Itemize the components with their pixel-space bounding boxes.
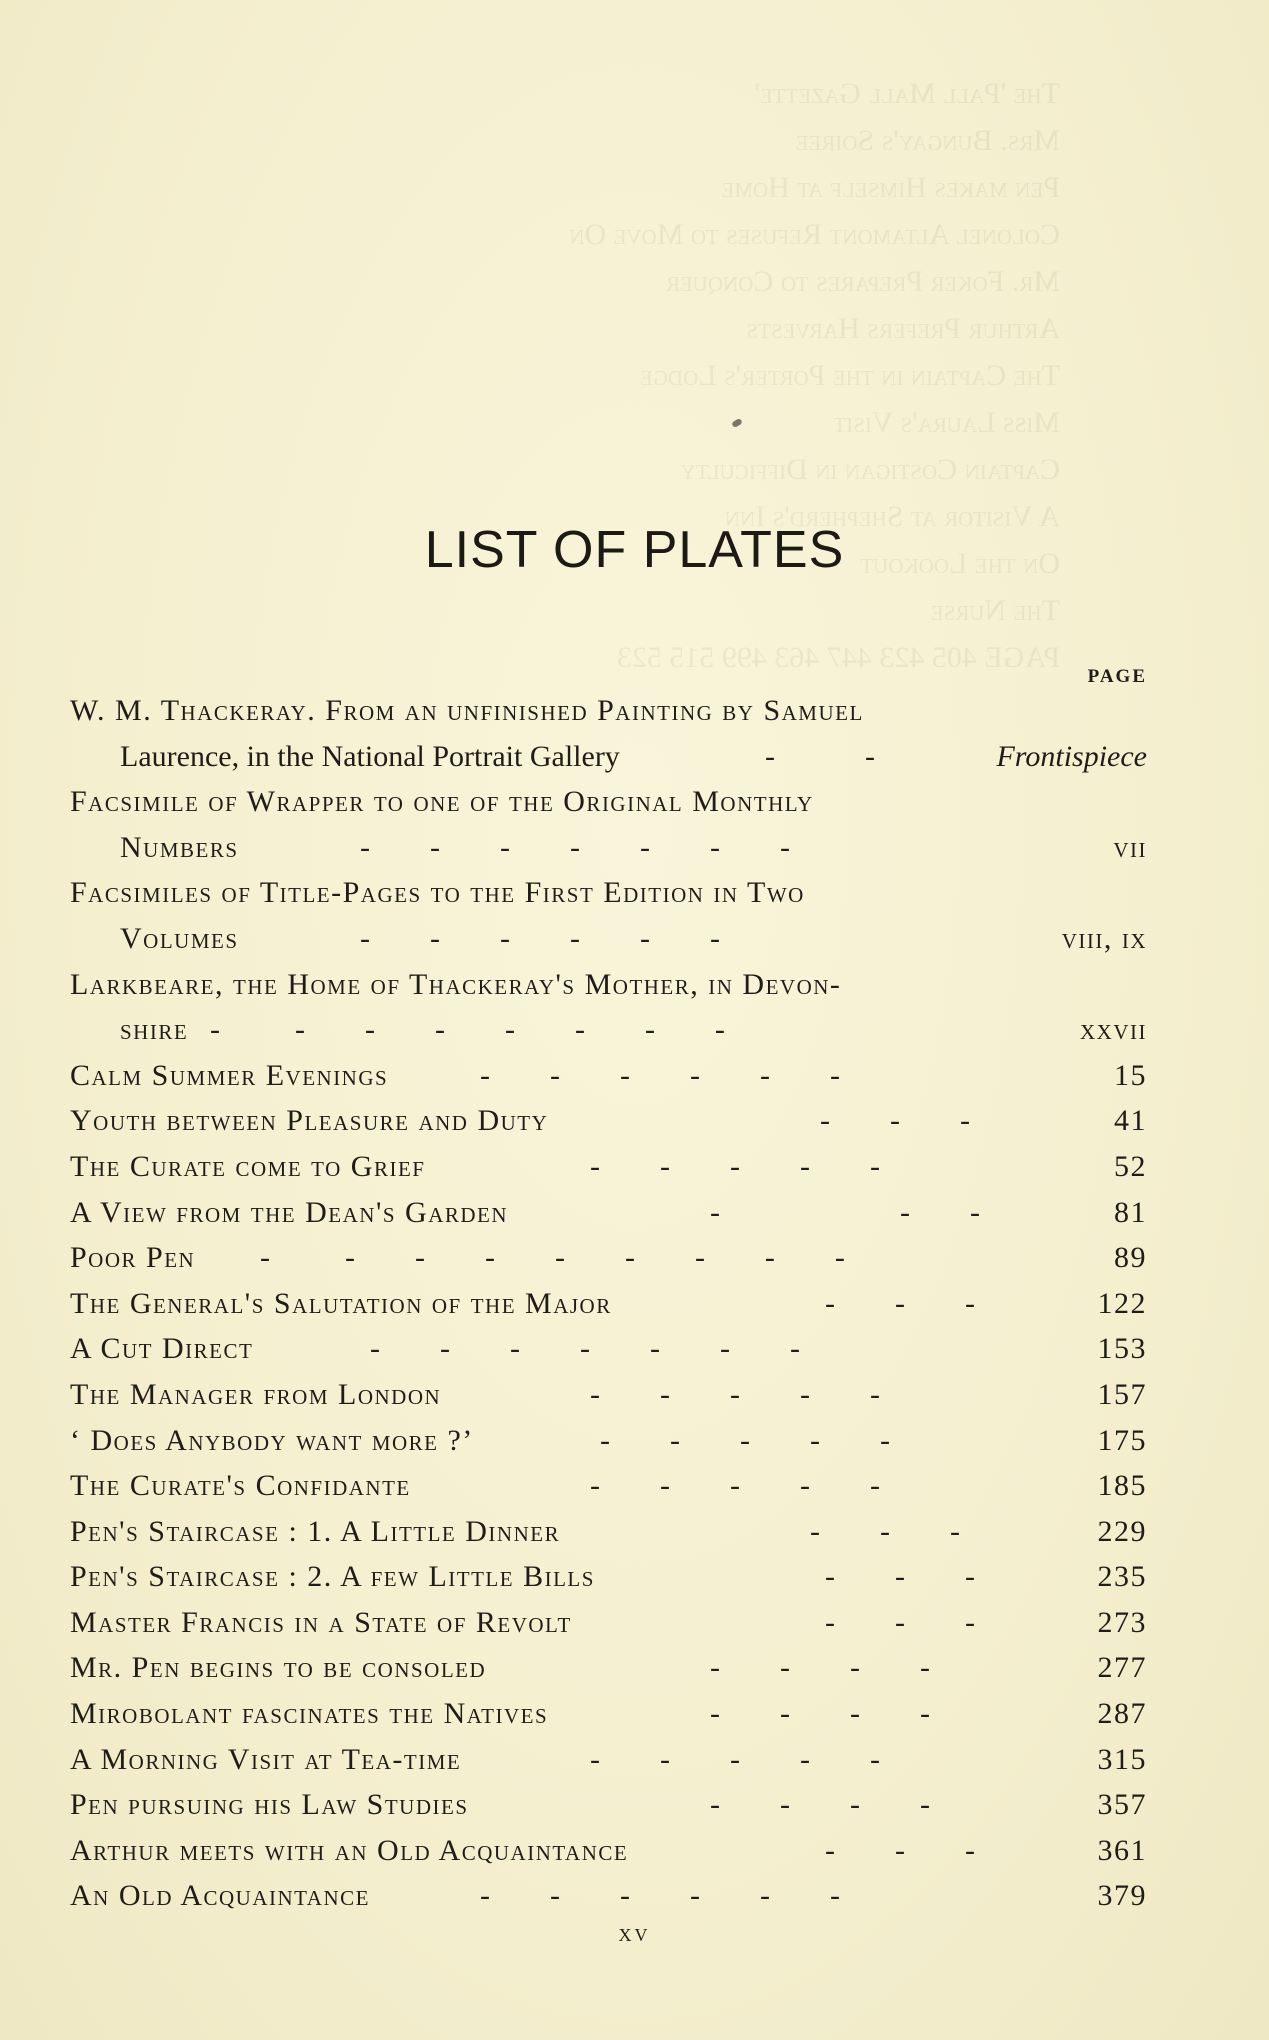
dot-leader: - - - - - — [600, 1423, 890, 1457]
plate-page: 235 — [1097, 1560, 1147, 1594]
plate-page: 315 — [1097, 1742, 1147, 1776]
plates-list — [70, 688, 1147, 1919]
plate-title: Mirobolant fascinates the Natives — [70, 1697, 549, 1731]
plate-title: The Manager from London — [70, 1377, 442, 1411]
plate-title: A View from the Dean's Garden — [70, 1195, 509, 1229]
page-column-label: PAGE — [1087, 666, 1147, 687]
plate-title: ‘ Does Anybody want more ?’ — [70, 1423, 474, 1457]
plate-entry-line — [70, 1782, 1147, 1828]
plate-page: 361 — [1097, 1833, 1147, 1867]
plate-entry-line — [70, 1372, 1147, 1418]
plate-page: 41 — [1114, 1104, 1147, 1138]
plate-page: 153 — [1097, 1332, 1147, 1366]
dot-leader: - - - — [825, 1605, 975, 1639]
plate-entry-line — [70, 1326, 1147, 1372]
plate-title: Master Francis in a State of Revolt — [70, 1605, 572, 1639]
plate-page: 81 — [1114, 1195, 1147, 1229]
plate-title-continued: shire — [120, 1013, 189, 1047]
plate-entry-line — [70, 688, 1147, 734]
dot-leader: - - - - - — [590, 1742, 880, 1776]
plate-title: A Cut Direct — [70, 1332, 254, 1366]
plate-entry-line — [70, 1828, 1147, 1874]
plate-entry-line — [70, 1509, 1147, 1555]
plate-page: xxvii — [1080, 1013, 1147, 1047]
dot-leader: - - - - - - - — [360, 830, 790, 864]
plate-title: Calm Summer Evenings — [70, 1058, 389, 1092]
plate-page: 277 — [1097, 1651, 1147, 1685]
plate-entry-line — [70, 779, 1147, 825]
dot-leader: - - - - - - — [480, 1879, 840, 1913]
plate-title: The General's Salutation of the Major — [70, 1286, 612, 1320]
dot-leader: - - - - - — [590, 1149, 880, 1183]
dot-leader: - - - — [825, 1286, 975, 1320]
plate-entry-line — [70, 1737, 1147, 1783]
plate-entry-line — [70, 1098, 1147, 1144]
plate-page: 357 — [1097, 1788, 1147, 1822]
dot-leader: - - - - - - - — [370, 1332, 800, 1366]
dot-leader: - - - - - - - - — [210, 1013, 725, 1047]
plate-entry-line — [70, 870, 1147, 916]
plate-page: viii, ix — [1061, 921, 1147, 955]
plate-title-continued: Laurence, in the National Portrait Gallery — [120, 739, 620, 773]
dot-leader: - - - - - - — [480, 1058, 840, 1092]
plate-entry-line — [70, 1600, 1147, 1646]
plate-title: Poor Pen — [70, 1241, 196, 1275]
dot-leader: - - - — [710, 1195, 980, 1229]
plate-entry-line — [70, 1053, 1147, 1099]
plate-title-continued: Volumes — [120, 921, 239, 955]
plate-entry-line — [70, 1691, 1147, 1737]
dot-leader: - - - - — [710, 1697, 930, 1731]
plate-title: A Morning Visit at Tea-time — [70, 1742, 462, 1776]
dot-leader: - - - — [810, 1514, 960, 1548]
plate-page: 273 — [1097, 1605, 1147, 1639]
dot-leader: - - - — [825, 1833, 975, 1867]
dot-leader: - - - - - - — [360, 921, 720, 955]
dot-leader: - - - - — [710, 1788, 930, 1822]
dot-leader: - - — [765, 739, 875, 773]
dot-leader: - - - - - - - - - — [260, 1241, 845, 1275]
plate-page: 379 — [1097, 1879, 1147, 1913]
plate-page: 52 — [1114, 1149, 1147, 1183]
plate-entry-line — [70, 916, 1147, 962]
plate-title: Mr. Pen begins to be consoled — [70, 1651, 487, 1685]
plate-title: Facsimile of Wrapper to one of the Original Monthly — [70, 785, 814, 819]
plate-entry-line — [70, 1645, 1147, 1691]
plate-page: Frontispiece — [996, 739, 1147, 773]
ink-smudge — [731, 418, 743, 428]
plate-page: 175 — [1097, 1423, 1147, 1457]
plate-page: 287 — [1097, 1697, 1147, 1731]
plate-entry-line — [70, 1235, 1147, 1281]
plate-entry-line — [70, 1554, 1147, 1600]
plate-entry-line — [70, 1463, 1147, 1509]
plate-title: Larkbeare, the Home of Thackeray's Mother, in Devon- — [70, 967, 842, 1001]
plate-page: 15 — [1114, 1058, 1147, 1092]
plate-title: The Curate come to Grief — [70, 1149, 426, 1183]
bleed-through-text: The 'Pall Mall Gazette' Mrs. Bungay's Soiree Pen makes Himself at Home Colonel Altamont Refuses to Move On Mr. Foker Prepares to Conquer Arthur Prefers Harvests The Captain in the Porter's Lodge Miss Laura's Visit Captain Costigan in Difficulty A Visitor at Shepherd's Inn On the Lookout The Nurse PAGE 405 423 447 463 499 515 523 — [569, 77, 1060, 674]
plate-title: Pen pursuing his Law Studies — [70, 1788, 469, 1822]
plate-title: An Old Acquaintance — [70, 1879, 370, 1913]
plate-title: Arthur meets with an Old Acquaintance — [70, 1833, 629, 1867]
dot-leader: - - - — [825, 1560, 975, 1594]
dot-leader: - - - - — [710, 1651, 930, 1685]
plate-entry-line — [70, 1873, 1147, 1919]
plate-title: Pen's Staircase : 1. A Little Dinner — [70, 1514, 561, 1548]
plate-page: 89 — [1114, 1241, 1147, 1275]
plate-entry-line — [70, 1418, 1147, 1464]
plate-entry-line — [70, 1007, 1147, 1053]
dot-leader: - - - - - — [590, 1377, 880, 1411]
plate-title-continued: Numbers — [120, 830, 239, 864]
plate-page: 122 — [1097, 1286, 1147, 1320]
plate-entry-line — [70, 734, 1147, 780]
plate-entry-line — [70, 1144, 1147, 1190]
plate-entry-line — [70, 825, 1147, 871]
page-title: LIST OF PLATES — [424, 521, 845, 579]
plate-title: Youth between Pleasure and Duty — [70, 1104, 549, 1138]
plate-page: 185 — [1097, 1469, 1147, 1503]
plate-entry-line — [70, 1190, 1147, 1236]
plate-title: The Curate's Confidante — [70, 1469, 411, 1503]
plate-page: vii — [1113, 830, 1147, 864]
plate-title: Facsimiles of Title-Pages to the First Edition in Two — [70, 876, 805, 910]
plate-page: 229 — [1097, 1514, 1147, 1548]
plate-title: W. M. Thackeray. From an unfinished Painting by Samuel — [70, 694, 864, 727]
dot-leader: - - - — [820, 1104, 970, 1138]
page-number: xv — [618, 1918, 651, 1947]
plate-entry-line — [70, 1281, 1147, 1327]
plate-entry-line — [70, 962, 1147, 1008]
plate-page: 157 — [1097, 1377, 1147, 1411]
plate-title: Pen's Staircase : 2. A few Little Bills — [70, 1560, 595, 1594]
dot-leader: - - - - - — [590, 1469, 880, 1503]
